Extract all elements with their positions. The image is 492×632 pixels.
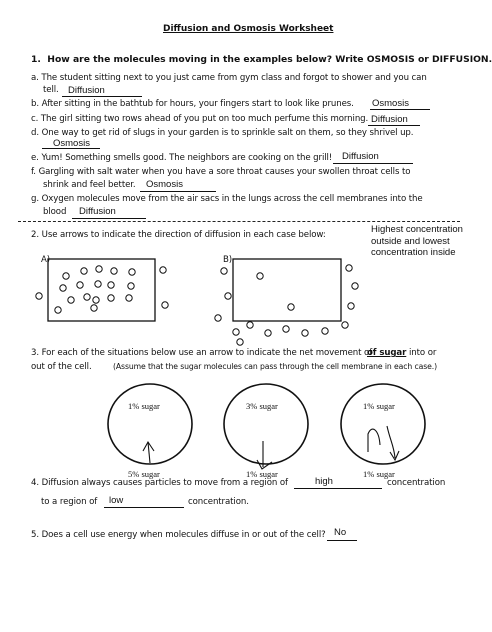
q3-text-post: into or [409,348,437,358]
question-5-prompt: 5. Does a cell use energy when molecules diffuse in or out of the cell? [31,530,326,540]
q4-line2-pre: to a region of [41,497,98,507]
box-b-molecules [215,265,358,345]
q1-number: 1. [31,54,41,65]
q1-item-g-line2: blood [43,207,67,217]
q1-answer-d: Osmosis [53,138,90,149]
q2-note-line1: Highest concentration [371,224,463,235]
q4-answer-line-2 [104,507,184,508]
q1-item-a-line1: a. The student sitting next to you just came from gym class and forgot to shower and you can [31,73,427,83]
page-title: Diffusion and Osmosis Worksheet [163,24,334,34]
q4-answer-line-1 [294,488,382,489]
cell-1-outside-label: 5% sugar [128,469,160,479]
cell-3-outside-label: 1% sugar [363,469,395,479]
q1-answer-a: Diffusion [68,85,105,96]
question-3-prompt-line1 [31,348,372,358]
box-a-label: A) [41,255,51,265]
q1-answer-f: Osmosis [146,179,183,190]
q5-answer: No [334,527,347,538]
q4-line2-post: concentration. [188,497,249,507]
cell-2-outside-label: 1% sugar [246,469,278,479]
cell-1-inside-label: 1% sugar [128,401,160,411]
q3-text-pre: 3. For each of the situations below use an arrow to indicate the net movement of [31,348,373,358]
q2-note-line2: outside and lowest [371,235,450,247]
box-a [48,259,155,321]
q1-item-a-line2: tell. [43,85,59,95]
cell-3-arrow-a [368,429,380,452]
q3-emphasis: of sugar [367,348,407,358]
q1-item-e: e. Yum! Something smells good. The neighbors are cooking on the grill! [31,153,333,163]
q1-answer-g: Diffusion [79,206,116,217]
q3-line2-note: (Assume that the sugar molecules can pass through the cell membrane in each case.) [113,362,437,371]
question-2-prompt: 2. Use arrows to indicate the direction of diffusion in each case below: [31,230,326,240]
q1-diffusion: DIFFUSION [432,54,489,65]
box-b-label: B) [223,255,233,265]
q1-item-b: b. After sitting in the bathtub for hours, your fingers start to look like prunes. [31,99,354,109]
q1-text: How are the molecules moving in the examples below? Write [47,54,367,65]
q4-answer-1: high [315,476,333,487]
q1-osmosis: OSMOSIS [366,54,415,65]
q3-line2: out of the cell. [31,362,92,372]
cell-2 [224,384,308,464]
q1-answer-b: Osmosis [372,98,409,109]
q1-answer-e: Diffusion [342,151,379,162]
q1-item-f-line1: f. Gargling with salt water when you have a sore throat causes your swollen throat cells to [31,167,411,177]
q4-answer-2: low [109,495,124,506]
q1-answer-c: Diffusion [371,114,408,125]
cell-3-inside-label: 1% sugar [363,401,395,411]
box-a-molecules [36,266,168,313]
q1-item-d: d. One way to get rid of slugs in your garden is to sprinkle salt on them, so they shrivel up. [31,128,414,138]
cell-3 [341,384,425,464]
q1-or: or [414,54,433,65]
q2-note-line3: concentration inside [371,247,456,258]
q1-item-f-line2: shrink and feel better. [43,180,136,190]
box-b [233,259,341,321]
q1-item-c: c. The girl sitting two rows ahead of you put on too much perfume this morning. [31,114,369,124]
question-4-prompt: 4. Diffusion always causes particles to move from a region of [31,478,288,488]
q1-end: . [488,54,492,65]
q1-item-g-line1: g. Oxygen molecules move from the air sacs in the lungs across the cell membranes into the [31,194,423,204]
cell-1 [108,384,192,464]
cell-2-inside-label: 3% sugar [246,401,278,411]
q5-answer-line [327,540,357,541]
q4-mid-text: concentration [387,478,446,488]
sugar-arrows [143,426,399,469]
